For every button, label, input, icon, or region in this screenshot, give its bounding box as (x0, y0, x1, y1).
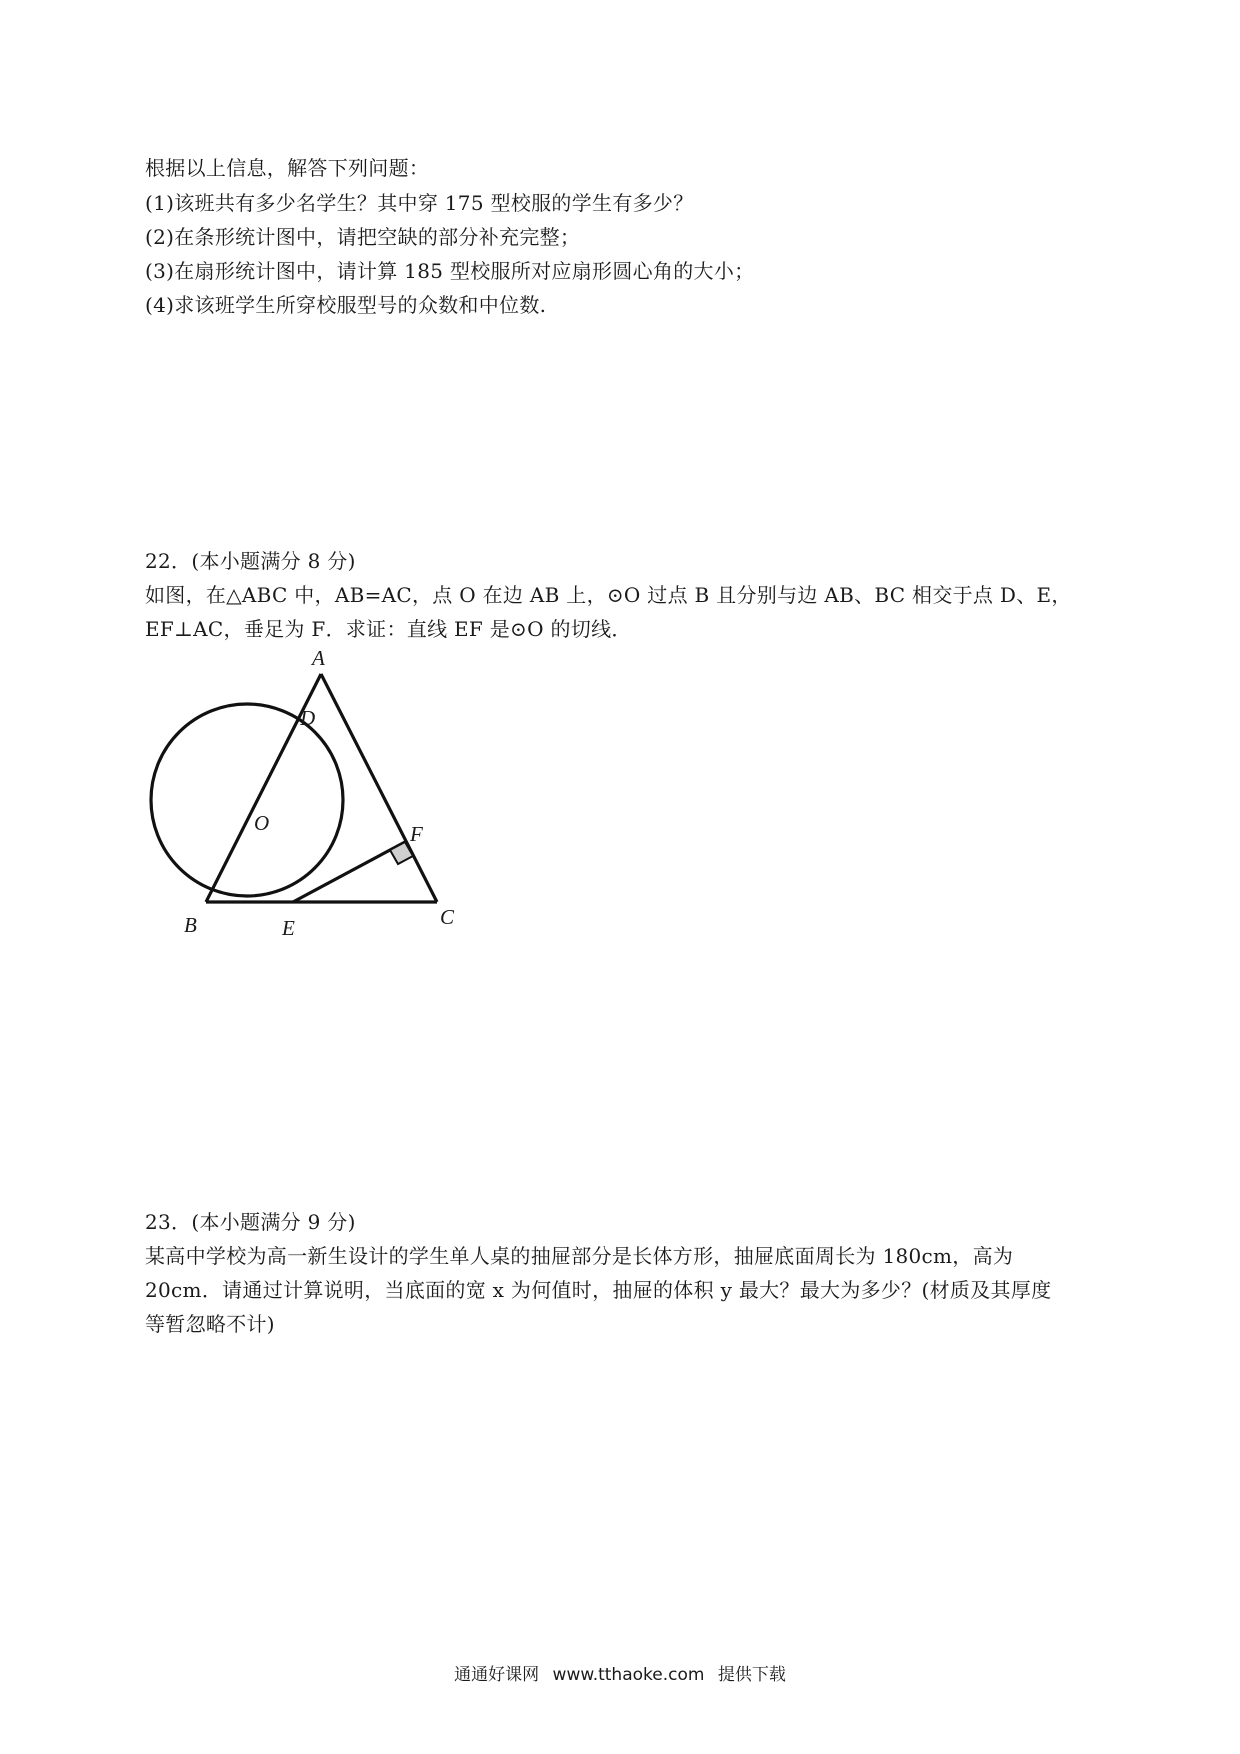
footer-site-name: 通通好课网 (454, 1665, 540, 1685)
question-4: (4)求该班学生所穿校服型号的众数和中位数. (145, 293, 547, 317)
question-2: (2)在条形统计图中，请把空缺的部分补充完整； (145, 225, 581, 249)
question-3: (3)在扇形统计图中，请计算 185 型校服所对应扇形圆心角的大小； (145, 259, 755, 283)
label-b: B (184, 913, 197, 937)
problem22-heading: 22．(本小题满分 8 分) (145, 549, 356, 573)
label-e: E (282, 916, 295, 940)
problem22-text-line1: 如图，在△ABC 中，AB=AC，点 O 在边 AB 上，⊙O 过点 B 且分别与边 AB、BC 相交于点 D、E， (145, 583, 1072, 607)
page-footer (0, 1664, 1240, 1686)
footer-suffix: 提供下载 (717, 1665, 786, 1685)
problem23-heading: 23．(本小题满分 9 分) (145, 1210, 356, 1234)
footer-url[interactable]: www.tthaoke.com (552, 1665, 705, 1685)
label-o: O (254, 811, 270, 835)
problem23-text-line2: 20cm．请通过计算说明，当底面的宽 x 为何值时，抽屉的体积 y 最大？最大为多少？(材质及其厚度 (145, 1278, 1052, 1302)
problem23-text-line3: 等暂忽略不计) (145, 1312, 275, 1336)
geometry-figure (140, 640, 470, 940)
label-f: F (410, 822, 423, 846)
label-d: D (300, 706, 316, 730)
problem23-text-line1: 某高中学校为高一新生设计的学生单人桌的抽屉部分是长体方形，抽屉底面周长为 180cm，高为 (145, 1244, 1014, 1268)
label-a: A (312, 646, 325, 670)
question-1: (1)该班共有多少名学生？其中穿 175 型校服的学生有多少？ (145, 191, 694, 215)
problem22-text-line2: EF⊥AC，垂足为 F．求证：直线 EF 是⊙O 的切线． (145, 617, 632, 641)
intro-lead: 根据以上信息，解答下列问题： (145, 156, 430, 180)
segment-ac (321, 674, 437, 902)
circle-o (151, 704, 343, 896)
label-c: C (440, 905, 455, 929)
